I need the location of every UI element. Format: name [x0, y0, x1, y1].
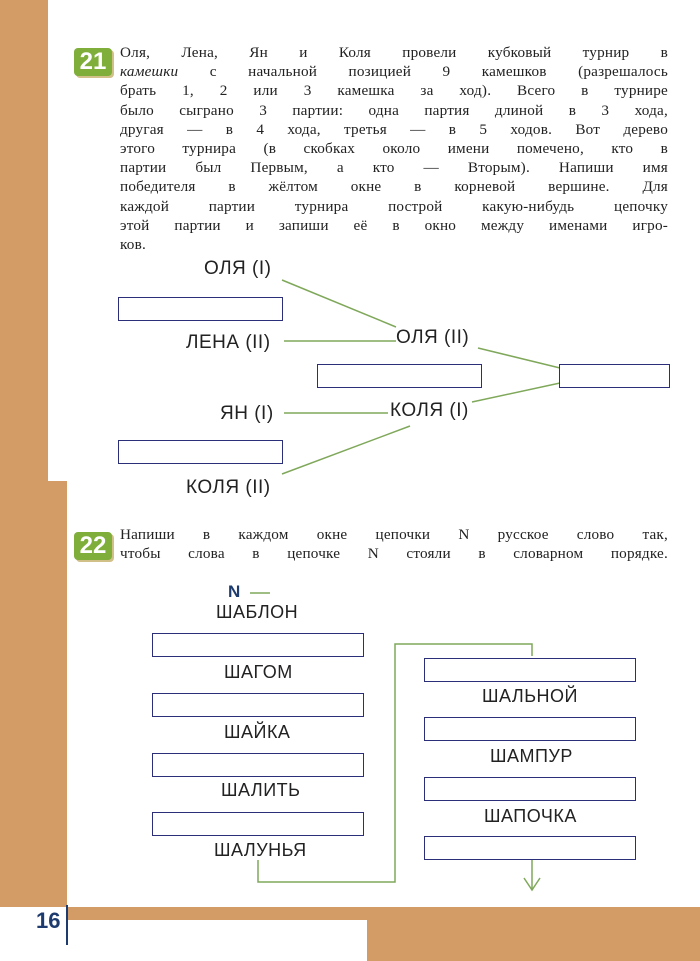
- task-22-text: [120, 525, 668, 563]
- chain-label: N: [228, 582, 241, 601]
- answer-box-olya-lena[interactable]: [118, 297, 283, 321]
- task-21-text: [120, 43, 668, 254]
- chain-word: ШАМПУР: [490, 746, 573, 766]
- task-22-badge: 22: [74, 532, 112, 560]
- task-21-line: партии был Первым, а кто — Вторым). Напиши имя: [120, 159, 668, 177]
- task-21-line: было сыграно 3 партии: одна партия длиной в 3 хода,: [120, 101, 668, 119]
- chain-word: ШАГОМ: [224, 662, 293, 682]
- chain-word: ШАЙКА: [224, 722, 291, 742]
- chain-word: ШАПОЧКА: [484, 806, 577, 826]
- page-number: 16: [36, 908, 61, 933]
- chain-word: ШАЛЬНОЙ: [482, 686, 578, 706]
- chain-answer-box[interactable]: [152, 633, 364, 657]
- tree-label-olya-first: ОЛЯ (I): [204, 258, 272, 279]
- answer-box-yan-kolya[interactable]: [118, 440, 283, 464]
- tree-edge-olya1: [282, 280, 396, 327]
- chain-answer-box[interactable]: [152, 812, 364, 836]
- task-21-line: этой партии и запиши её в окно между именами игро-: [120, 216, 668, 234]
- task-21-line: каждой партии турнира построй какую-нибудь цепочку: [120, 197, 668, 215]
- tree-label-yan-first: ЯН (I): [220, 403, 274, 424]
- tree-edge-olya2-root: [478, 348, 560, 368]
- chain-answer-box[interactable]: [424, 658, 636, 682]
- chain-answer-box[interactable]: [424, 717, 636, 741]
- task-21-line: другая — в 4 хода, третья — в 5 ходов. Вот дерево: [120, 120, 668, 138]
- task-21-italic-word: камешки: [120, 63, 179, 81]
- chain-answer-box[interactable]: [152, 693, 364, 717]
- tree-edge-kolya1-root: [472, 383, 560, 402]
- task-22-line: Напиши в каждом окне цепочки N русское слово так,: [120, 526, 668, 543]
- task-21-line: брать 1, 2 или 3 камешка за ход). Всего в турнире: [120, 82, 668, 100]
- tree-label-kolya-second: КОЛЯ (II): [186, 477, 271, 498]
- task-21-line: [120, 62, 668, 81]
- tree-label-lena-second: ЛЕНА (II): [186, 332, 271, 353]
- task-21-line-rest: с начальной позицией 9 камешков (разрешалось: [178, 63, 668, 81]
- tree-edge-kolya2: [282, 426, 410, 474]
- chain-word: ШАЛУНЬЯ: [214, 840, 307, 860]
- chain-answer-box[interactable]: [152, 753, 364, 777]
- tree-label-olya-second: ОЛЯ (II): [396, 327, 470, 348]
- chain-word: ШАБЛОН: [216, 602, 299, 622]
- task-21-line: победителя в жёлтом окне в корневой вершине. Для: [120, 178, 668, 196]
- task-21-line: ков.: [120, 236, 146, 254]
- chain-answer-box[interactable]: [424, 836, 636, 860]
- task-21-line: Оля, Лена, Ян и Коля провели кубковый турнир в: [120, 44, 668, 61]
- tree-label-kolya-first: КОЛЯ (I): [390, 400, 469, 421]
- task-21-badge: 21: [74, 48, 112, 76]
- task-22-line: чтобы слова в цепочке N стояли в словарном порядке.: [120, 545, 668, 563]
- answer-box-olya-kolya[interactable]: [317, 364, 482, 388]
- winner-root-box[interactable]: [559, 364, 670, 388]
- task-21-line: этого турнира (в скобках около имени помечено, кто в: [120, 140, 668, 158]
- chain-word: ШАЛИТЬ: [221, 780, 301, 800]
- chain-answer-box[interactable]: [424, 777, 636, 801]
